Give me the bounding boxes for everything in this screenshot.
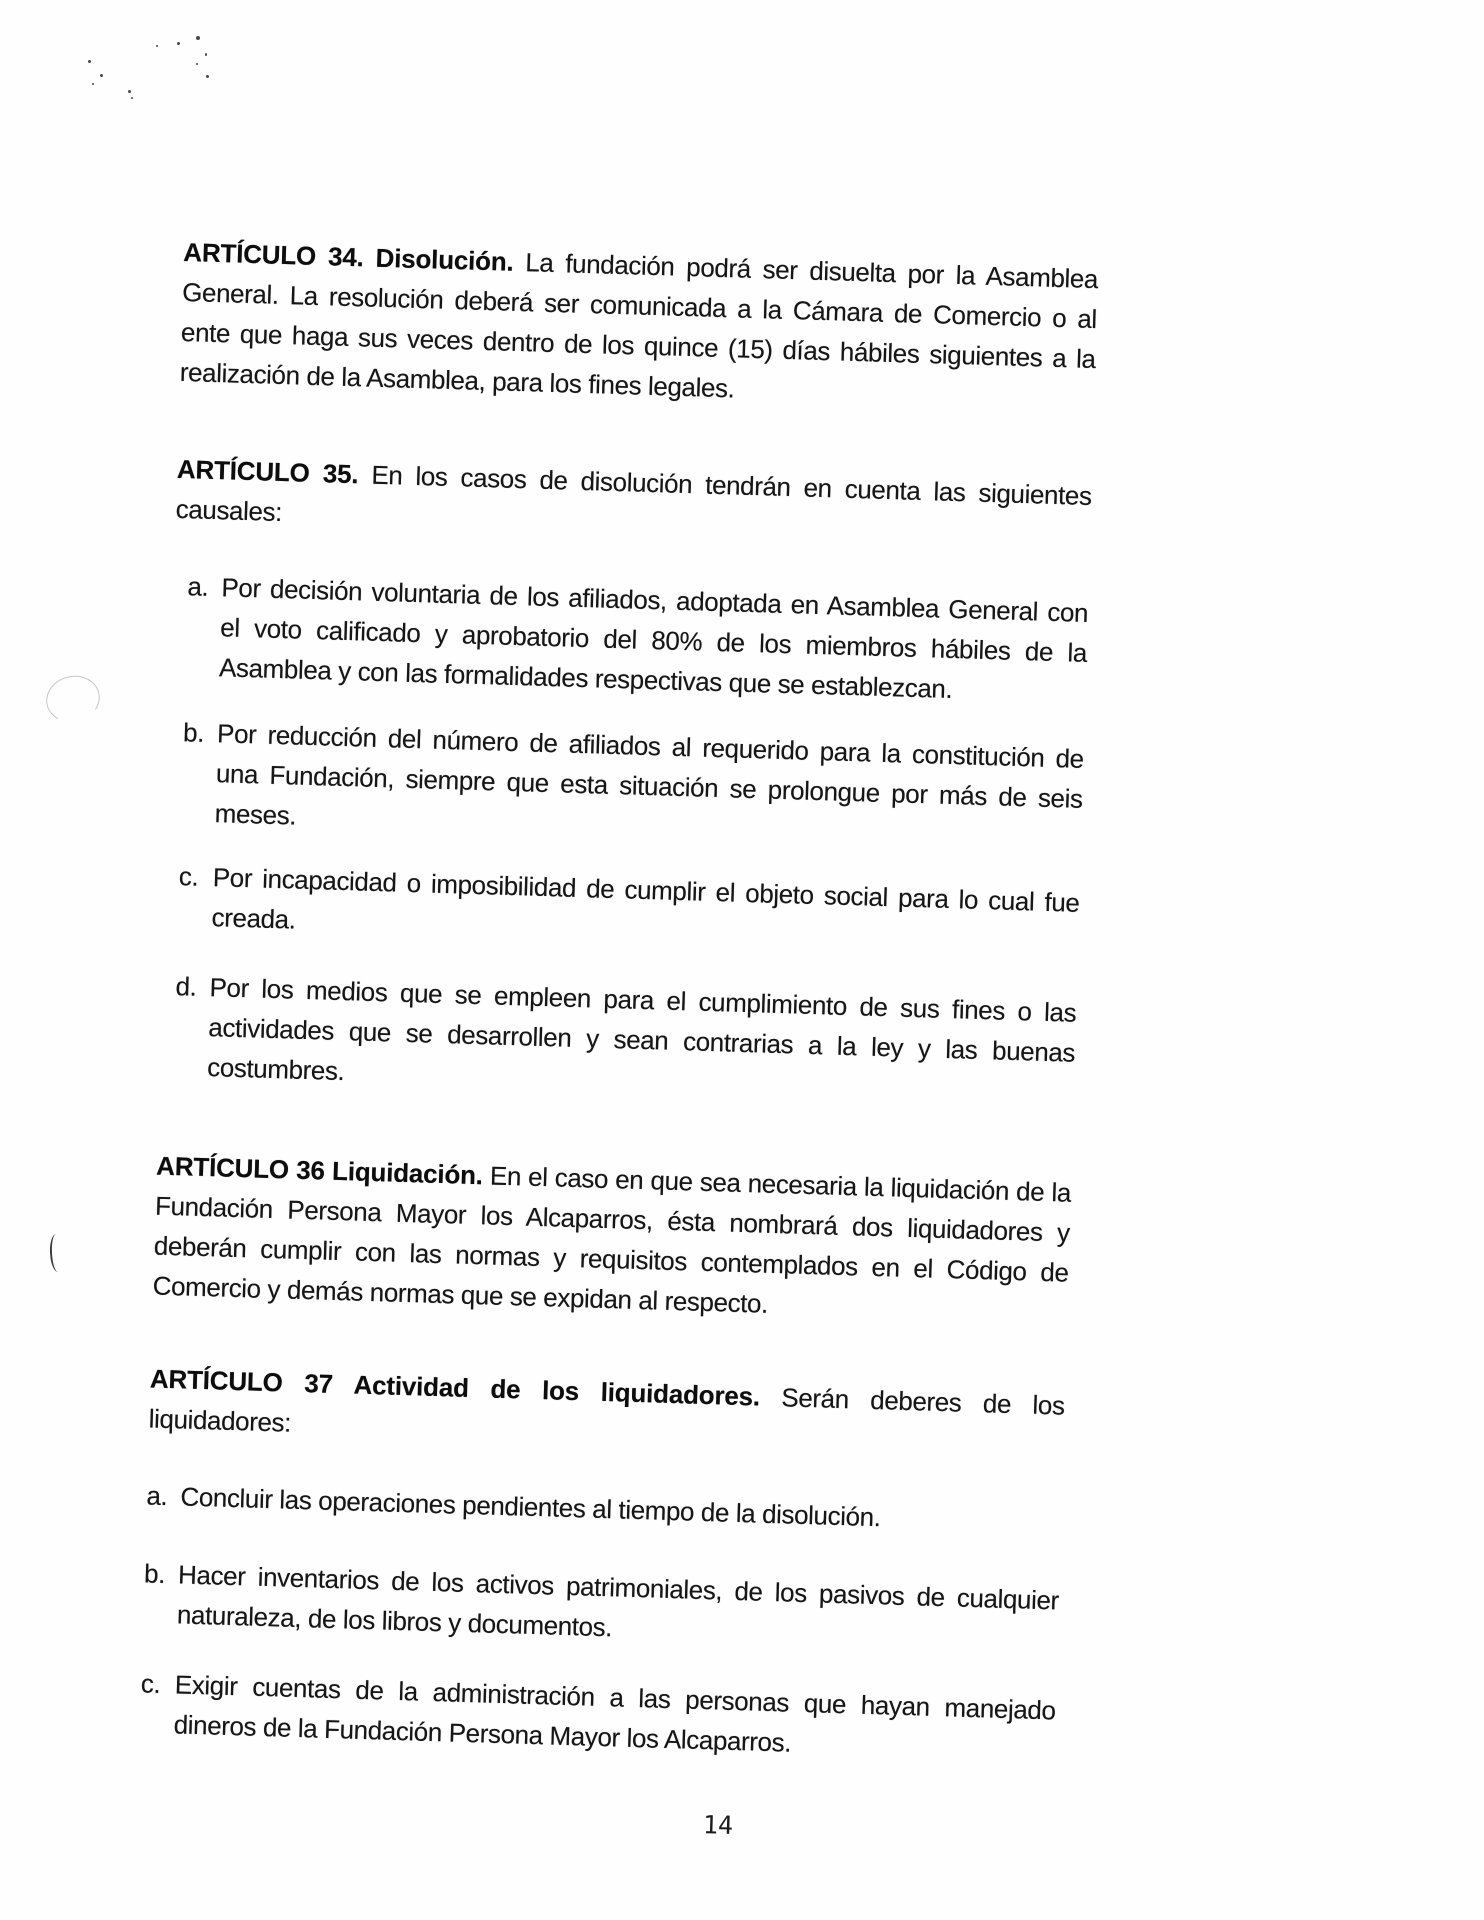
list-item-text: Por decisión voluntaria de los afiliados, adoptada en Asamblea General con el voto calificado y aprobatorio del 80% de los miembros hábiles de la Asamblea y con las formalidades respectivas que se establezcan. <box>218 572 1089 704</box>
article-36-heading: ARTÍCULO 36 Liquidación. <box>155 1150 484 1191</box>
list-item-label: a. <box>146 1480 168 1512</box>
article-37-paragraph <box>148 1359 1065 1466</box>
scan-speckle <box>92 83 94 85</box>
scan-speckle <box>177 42 180 45</box>
scan-speckle <box>100 74 103 77</box>
list-item-text: Por los medios que se empleen para el cumplimiento de sus fines o las actividades que se desarrollen y sean contrarias a la ley y las buenas costumbres. <box>206 972 1077 1087</box>
scan-ring-artifact <box>41 670 105 728</box>
scan-speckle <box>196 36 200 40</box>
page-number: 14 <box>702 1810 734 1840</box>
document-text-block <box>137 232 1099 1855</box>
article-34-body: La fundación podrá ser disuelta por la Asamblea General. La resolución deberá ser comunicada a la Cámara de Comercio o al ente que haga sus veces dentro de los quince (15) días hábiles siguientes a la realización de la Asamblea, para los fines legales. <box>179 247 1099 404</box>
list-item-label: c. <box>178 861 199 892</box>
article-37-item-c <box>139 1663 1056 1770</box>
list-item-text: Por reducción del número de afiliados al requerido para la constitución de una Fundación, siempre que esta situación se prolongue por más de seis meses. <box>214 718 1085 831</box>
article-36-body: En el caso en que sea necesaria la liquidación de la Fundación Persona Mayor los Alcaparros, ésta nombrará dos liquidadores y deberán cumplir con las normas y requisitos contemplados en el Código de Comercio y demás normas que se expidan al respecto. <box>152 1160 1072 1319</box>
article-37-body: Serán deberes de los liquidadores: <box>148 1382 1066 1438</box>
list-item-label: b. <box>143 1558 166 1590</box>
scan-speckle <box>205 53 207 56</box>
article-35-body: En los casos de disolución tendrán en cuenta las siguientes causales: <box>175 459 1093 528</box>
article-36-paragraph <box>152 1146 1071 1333</box>
article-34-paragraph <box>179 232 1098 419</box>
list-item-label: d. <box>175 971 197 1002</box>
list-item-text: Exigir cuentas de la administración a las personas que hayan manejado dineros de la Fundación Persona Mayor los Alcaparros. <box>173 1669 1056 1758</box>
list-item-text: Concluir las operaciones pendientes al tiempo de la disolución. <box>180 1481 881 1533</box>
article-37-item-a <box>146 1475 1062 1542</box>
article-35-paragraph <box>175 449 1092 556</box>
scan-speckle <box>196 63 198 65</box>
article-35-heading: ARTÍCULO 35. <box>176 453 359 490</box>
list-item-text: Hacer inventarios de los activos patrimoniales, de los pasivos de cualquier naturaleza, de los libros y documentos. <box>176 1559 1060 1643</box>
list-item-text: Por incapacidad o imposibilidad de cumplir el objeto social para lo cual fue creada. <box>211 862 1080 935</box>
article-37-heading: ARTÍCULO 37 Actividad de los liquidadores. <box>149 1363 761 1412</box>
article-34-heading: ARTÍCULO 34. Disolución. <box>182 236 514 277</box>
article-37-item-b <box>142 1553 1059 1660</box>
article-35-item-a <box>185 566 1089 713</box>
scan-paren-artifact <box>49 1234 65 1273</box>
scan-speckle <box>131 97 133 99</box>
list-item-label: c. <box>140 1668 161 1699</box>
scan-speckle <box>88 60 91 63</box>
list-item-label: a. <box>187 571 209 602</box>
list-item-label: b. <box>182 717 205 748</box>
article-35-item-b <box>180 712 1084 859</box>
scan-speckle <box>128 90 131 93</box>
scan-speckle <box>156 45 158 47</box>
scan-speckle <box>206 75 209 78</box>
article-35-item-c <box>177 856 1080 963</box>
article-35-item-d <box>173 966 1077 1113</box>
